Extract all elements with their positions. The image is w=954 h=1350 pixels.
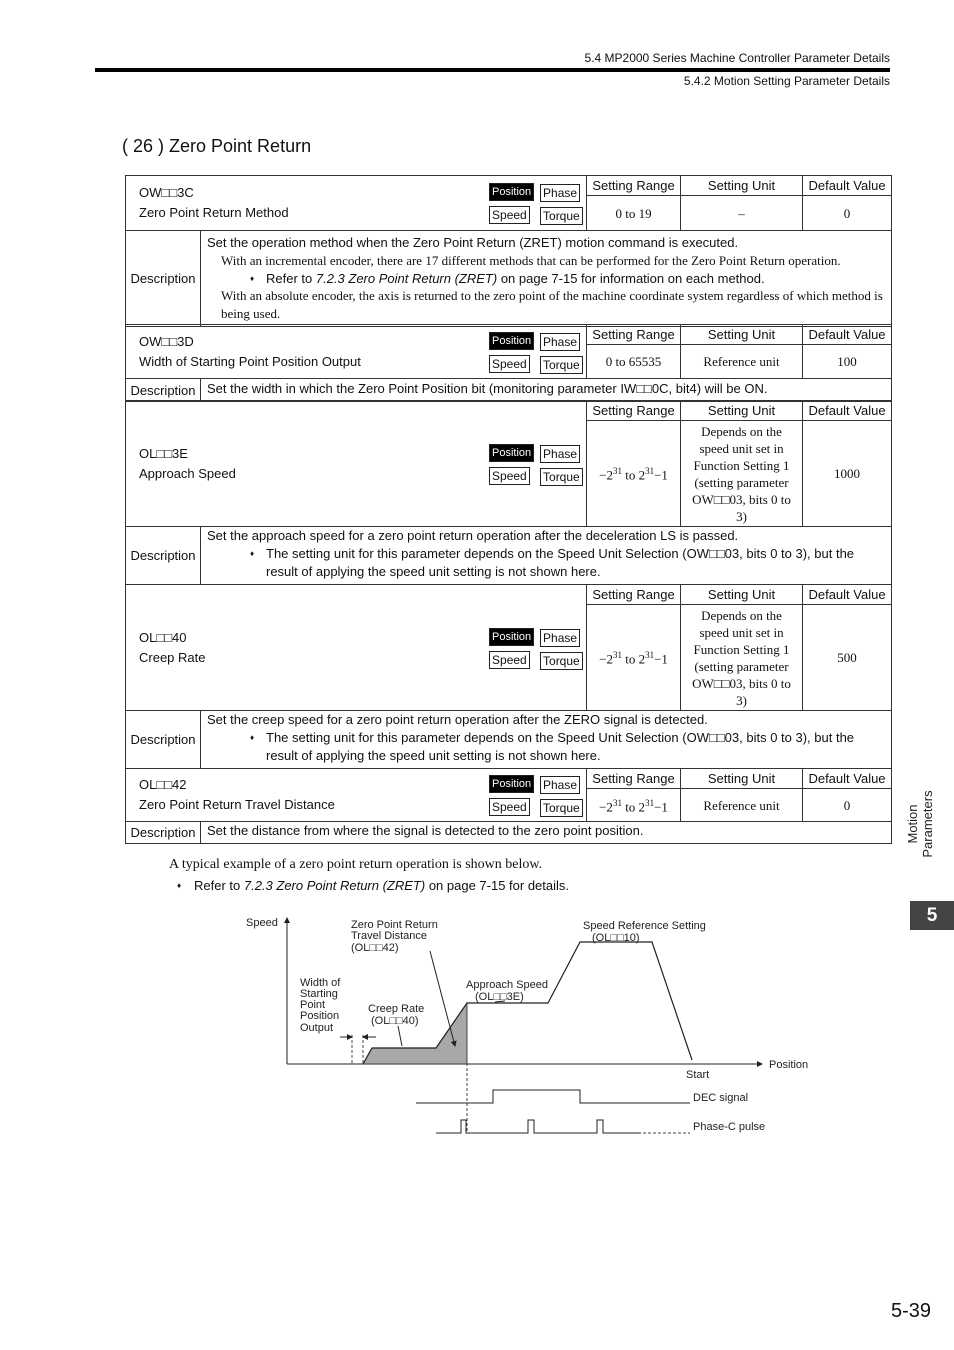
default-value: 0	[803, 196, 892, 231]
default-value: 0	[803, 789, 892, 822]
description-bullet	[207, 270, 885, 287]
default-value-header: Default Value	[803, 769, 892, 789]
bullet-prefix: Refer to	[266, 271, 316, 286]
param-name-cell	[126, 176, 587, 231]
description-text	[201, 822, 892, 844]
setting-range-value: 0 to 19	[587, 196, 681, 231]
range-part: −1	[654, 467, 668, 483]
range-part: −2	[599, 651, 613, 667]
description-label: Description	[126, 527, 201, 585]
param-name: Creep Rate	[139, 649, 206, 665]
range-exponent: 31	[645, 650, 655, 661]
range-exponent: 31	[612, 466, 622, 477]
torque-badge: Torque	[540, 356, 583, 374]
setting-unit-header: Setting Unit	[681, 401, 803, 421]
description-main: Set the approach speed for a zero point return operation after the deceleration LS is passed.	[207, 528, 739, 543]
approach-label-2: (OL□□3E)	[475, 991, 524, 1003]
control-mode-badges	[489, 442, 583, 486]
range-part: to 2	[621, 651, 646, 667]
description-bullet: ♦ The setting unit for this parameter depends on the Speed Unit Selection (OW□□03, bits 0 to 3), but the result of applying the speed unit setting is not shown here.	[207, 729, 885, 765]
range-part: −1	[654, 799, 668, 815]
speed-badge: Speed	[489, 355, 530, 373]
setting-range-value: 0 to 65535	[587, 345, 681, 379]
description-label: Description	[126, 822, 201, 844]
width-label-5: Output	[300, 1022, 334, 1034]
bullet-suffix: on page 7-15 for information on each method.	[497, 271, 765, 286]
param-name-cell	[126, 325, 587, 379]
phase-badge: Phase	[540, 184, 580, 202]
dec-signal-label: DEC signal	[693, 1092, 749, 1104]
description-bullet: ♦ The setting unit for this parameter depends on the Speed Unit Selection (OW□□03, bits 0 to 3), but the result of applying the speed unit setting is not shown here.	[207, 545, 885, 581]
speed-badge: Speed	[489, 798, 530, 816]
param-table-42	[125, 768, 892, 844]
range-exponent: 31	[645, 466, 655, 477]
default-value: 100	[803, 345, 892, 379]
setting-range-header: Setting Range	[587, 176, 681, 196]
start-label: Start	[686, 1069, 710, 1081]
default-value: 1000	[803, 421, 892, 527]
range-exponent: 31	[645, 797, 655, 808]
setting-unit-value: Depends on the speed unit set in Function Setting 1 (setting parameter OW□□03, bits 0 to 3)	[681, 605, 803, 711]
setting-unit-header: Setting Unit	[681, 769, 803, 789]
torque-badge: Torque	[540, 652, 583, 670]
param-register: OW□□3D	[139, 333, 194, 349]
param-table-40	[125, 584, 892, 769]
control-mode-badges	[489, 181, 583, 225]
width-label-1: Width of	[300, 977, 341, 989]
setting-range-header: Setting Range	[587, 769, 681, 789]
header-rule	[95, 68, 890, 72]
speed-badge: Speed	[489, 206, 530, 224]
position-badge: Position	[489, 628, 534, 646]
param-name: Zero Point Return Method	[139, 205, 289, 220]
description-main: Set the width in which the Zero Point Position bit (monitoring parameter IW□□0C, bit4) will be ON.	[207, 381, 768, 396]
ref-title: 7.2.3 Zero Point Return (ZRET)	[243, 878, 426, 893]
param-table-3e	[125, 400, 892, 585]
width-label-2: Starting	[300, 988, 338, 1000]
position-axis-label: Position	[769, 1059, 809, 1071]
phase-badge: Phase	[540, 333, 580, 351]
page-title: ( 26 ) Zero Point Return	[122, 136, 312, 156]
position-badge: Position	[489, 775, 534, 793]
width-label-3: Point	[300, 999, 326, 1011]
zero-point-return-diagram	[0, 900, 954, 1150]
approach-label-1: Approach Speed	[466, 979, 548, 991]
param-register: OL□□40	[139, 629, 187, 645]
travel-label-3: (OL□□42)	[351, 942, 399, 954]
header-subsection: 5.4.2 Motion Setting Parameter Details	[683, 74, 890, 88]
range-exponent: 31	[612, 650, 622, 661]
description-text	[201, 231, 892, 327]
position-badge: Position	[489, 183, 534, 201]
side-tab-label: Motion Parameters	[905, 790, 935, 858]
position-badge: Position	[489, 332, 534, 350]
range-part: to 2	[621, 799, 646, 815]
setting-unit-header: Setting Unit	[681, 585, 803, 605]
torque-badge: Torque	[540, 207, 583, 225]
description-label: Description	[126, 379, 201, 402]
range-part: to 2	[621, 467, 646, 483]
range-part: −2	[599, 799, 613, 815]
range-part: −1	[654, 651, 668, 667]
torque-badge: Torque	[540, 799, 583, 817]
setting-unit-value: Depends on the speed unit set in Function Setting 1 (setting parameter OW□□03, bits 0 to 3)	[681, 421, 803, 527]
param-name: Width of Starting Point Position Output	[139, 353, 361, 369]
speedref-label-2: (OL□□10)	[592, 932, 640, 944]
creep-rate-leader	[398, 1026, 402, 1046]
description-text	[201, 527, 892, 585]
param-register: OW□□3C	[139, 185, 194, 200]
setting-range-value	[587, 605, 681, 711]
param-name-cell	[126, 585, 587, 711]
dec-signal-waveform	[416, 1090, 690, 1103]
page-number: 5-39	[890, 1300, 931, 1322]
phase-badge: Phase	[540, 445, 580, 463]
travel-label-2: Travel Distance	[351, 930, 428, 942]
param-name-cell	[126, 401, 587, 527]
travel-label-1: Zero Point Return	[351, 919, 438, 931]
description-text	[201, 379, 892, 402]
diagram-reference	[194, 878, 569, 893]
setting-range-value	[587, 789, 681, 822]
setting-range-value	[587, 421, 681, 527]
width-label-4: Position	[300, 1010, 340, 1022]
range-exponent: 31	[612, 797, 622, 808]
setting-unit-header: Setting Unit	[681, 176, 803, 196]
torque-badge: Torque	[540, 468, 583, 486]
speed-badge: Speed	[489, 651, 530, 669]
chapter-tab: 5	[910, 901, 954, 930]
description-line: With an absolute encoder, the axis is returned to the zero point of the machine coordinate system regardless of which method is being used.	[221, 288, 883, 321]
phase-c-waveform	[436, 1120, 641, 1133]
creep-label-2: (OL□□40)	[371, 1015, 419, 1027]
header-section: 5.4 MP2000 Series Machine Controller Parameter Details	[584, 51, 890, 65]
param-table-3d	[125, 324, 892, 402]
param-name: Approach Speed	[139, 465, 236, 481]
speed-axis-label: Speed	[246, 917, 278, 929]
ref-prefix: Refer to	[194, 878, 244, 893]
range-part: −2	[599, 467, 613, 483]
travel-distance-leader	[430, 951, 455, 1046]
default-value-header: Default Value	[803, 585, 892, 605]
position-badge: Position	[489, 444, 534, 462]
setting-unit-value: Reference unit	[681, 345, 803, 379]
control-mode-badges	[489, 773, 583, 817]
param-register: OL□□42	[139, 777, 187, 792]
description-main: Set the creep speed for a zero point return operation after the ZERO signal is detected.	[207, 712, 708, 727]
description-main: Set the operation method when the Zero Point Return (ZRET) motion command is executed.	[207, 235, 739, 250]
speed-badge: Speed	[489, 467, 530, 485]
setting-range-header: Setting Range	[587, 325, 681, 345]
setting-unit-value: –	[681, 196, 803, 231]
control-mode-badges	[489, 330, 583, 374]
creep-label-1: Creep Rate	[368, 1003, 425, 1015]
phase-badge: Phase	[540, 776, 580, 794]
default-value-header: Default Value	[803, 176, 892, 196]
default-value-header: Default Value	[803, 401, 892, 421]
diagram-intro-text: A typical example of a zero point return operation is shown below.	[169, 857, 543, 872]
description-label: Description	[126, 711, 201, 769]
bullet-ref: 7.2.3 Zero Point Return (ZRET)	[315, 271, 498, 286]
description-label: Description	[126, 231, 201, 327]
param-table-3c	[125, 175, 892, 327]
control-mode-badges	[489, 626, 583, 670]
description-main: Set the distance from where the signal is detected to the zero point position.	[207, 823, 644, 838]
setting-unit-value: Reference unit	[681, 789, 803, 822]
param-register: OL□□3E	[139, 445, 188, 461]
default-value-header: Default Value	[803, 325, 892, 345]
setting-range-header: Setting Range	[587, 585, 681, 605]
ref-suffix: on page 7-15 for details.	[425, 878, 570, 893]
param-name-cell	[126, 769, 587, 822]
setting-unit-header: Setting Unit	[681, 325, 803, 345]
phase-badge: Phase	[540, 629, 580, 647]
phase-c-label: Phase-C pulse	[693, 1121, 766, 1133]
param-name: Zero Point Return Travel Distance	[139, 797, 335, 812]
description-line: With an incremental encoder, there are 17 different methods that can be performed for the Zero Point Return operation.	[221, 253, 841, 268]
default-value: 500	[803, 605, 892, 711]
setting-range-header: Setting Range	[587, 401, 681, 421]
speedref-label-1: Speed Reference Setting	[583, 920, 706, 932]
description-text	[201, 711, 892, 769]
